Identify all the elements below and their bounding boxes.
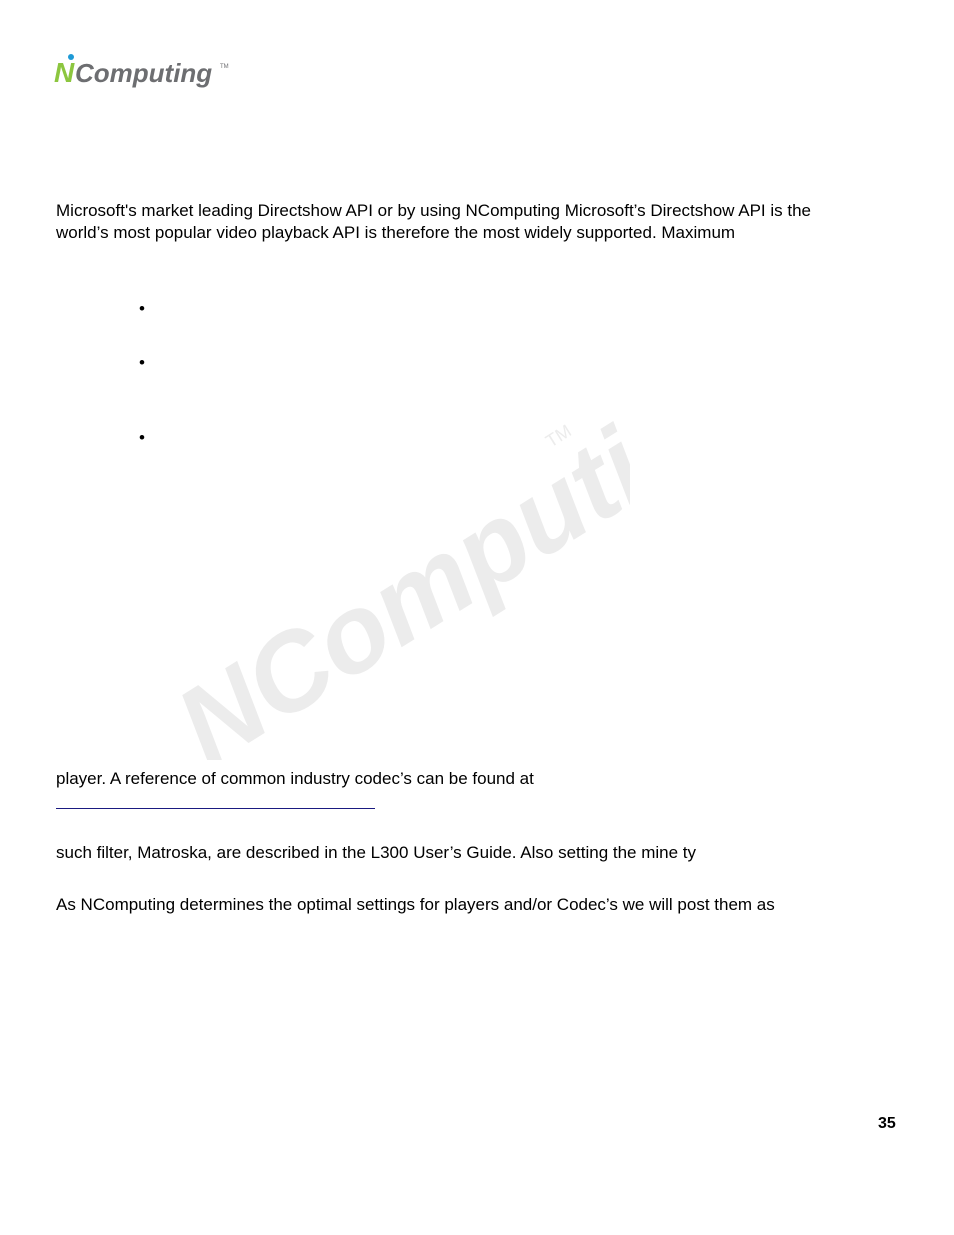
paragraph-matroska: such filter, Matroska, are described in the L300 User’s Guide. Also setting the mine ty	[56, 843, 697, 862]
watermark-tm: TM	[542, 420, 575, 452]
paragraph-directshow	[56, 200, 811, 244]
bullet-point: •	[139, 428, 145, 447]
logo-tm: TM	[220, 64, 229, 70]
logo-n-letter: N	[54, 57, 75, 88]
watermark-wordmark: NComputing	[155, 420, 630, 760]
paragraph-line: Microsoft's market leading Directshow API or by using NComputing Microsoft’s Directshow API is the	[56, 201, 811, 220]
paragraph-codec-reference: player. A reference of common industry codec’s can be found at	[56, 769, 534, 788]
page-number: 35	[878, 1115, 896, 1132]
logo-wordmark: Computing	[75, 58, 213, 88]
paragraph-optimal-settings: As NComputing determines the optimal settings for players and/or Codec’s we will post them as	[56, 895, 775, 914]
paragraph-line: world’s most popular video playback API is therefore the most widely supported. Maximum	[56, 223, 736, 242]
ncomputing-watermark	[130, 420, 630, 760]
ncomputing-logo	[54, 52, 234, 92]
bullet-point: •	[139, 353, 145, 372]
bullet-point: •	[139, 299, 145, 318]
hyperlink-underline[interactable]	[56, 808, 375, 809]
